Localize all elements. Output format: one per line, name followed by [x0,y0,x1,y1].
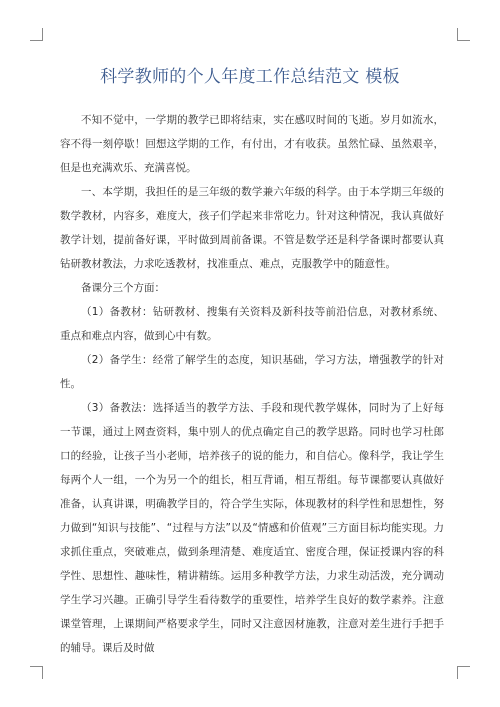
paragraph-prep-students: （2）备学生：经常了解学生的态度，知识基础，学习方法，增强教学的针对性。 [60,354,444,390]
crop-mark-top-right [457,28,470,41]
paragraph-prep-materials: （1）备教材：钻研教材、搜集有关资料及新科技等前沿信息，对教材系统、重点和难点内容，做到心中有数。 [60,306,444,342]
paragraph-prep-heading: 备课分三个方面： [81,282,165,294]
document-title: 科学教师的个人年度工作总结范文 模板 [100,67,400,87]
crop-mark-top-left [30,28,43,41]
paragraph-prep-methods: （3）备教法：选择适当的教学方法、手段和现代教学媒体，同时为了上好每一节课，通过上网查资料，集中别人的优点确定自己的教学思路。同时也学习杜郎口的经验，让孩子当小老师，培养孩子的说的能力，和自信心。像科学，我让学生每两个人一组，一个为另一个的组长，相互背诵，相互帮组。每节课都要认真做好准备，认真讲课，明确教学目的，符合学生实际，体现教材的科学性和思想性，努力做到“知识与技能”、“过程与方法”以及“情感和价值观”三方面目标均能实现。力求抓住重点，突破难点，做到条理清楚、难度适宜、密度合理，保证授课内容的科学性、思想性、趣味性，精讲精练。运用多种教学方法，力求生动活泼，充分调动学生学习兴趣。正确引导学生看待数学的重要性，培养学生良好的数学素养。注意课堂管理，上课期间严格要求学生，同时又注意因材施教，注意对差生进行手把手的辅导。课后及时做 [60,402,444,654]
crop-mark-bottom-right [457,666,470,679]
document-body [60,108,444,660]
paragraph-intro: 不知不觉中，一学期的教学已即将结束，实在感叹时间的飞逝。岁月如流水，容不得一刻停歇！回想这学期的工作，有付出，才有收获。虽然忙碌、虽然艰辛，但是也充满欢乐、充满喜悦。 [60,114,444,174]
crop-mark-bottom-left [30,666,43,679]
paragraph-section-one: 一、本学期，我担任的是三年级的数学兼六年级的科学。由于本学期三年级的数学教材，内容多，难度大，孩子们学起来非常吃力。针对这种情况，我认真做好教学计划，提前备好课，平时做到周前备课。不管是数学还是科学备课时都要认真钻研教材教法，力求吃透教材，找准重点、难点，克服教学中的随意性。 [60,186,444,270]
